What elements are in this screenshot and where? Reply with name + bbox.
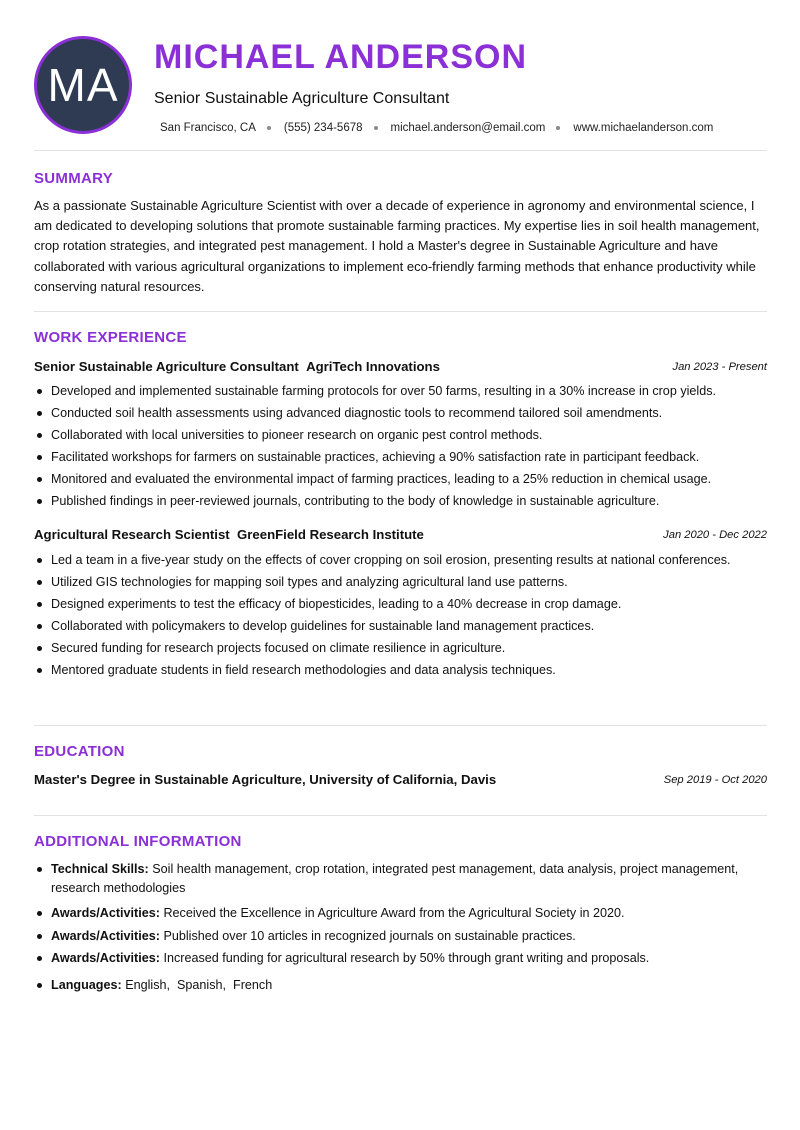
education-degree: Master's Degree in Sustainable Agriculture, University of California, Davis [34,772,497,787]
job-dates: Jan 2023 - Present [672,361,767,373]
job-header [34,526,767,544]
job-company: AgriTech Innovations [306,359,440,374]
job-company: GreenField Research Institute [237,527,424,542]
list-item: Published findings in peer-reviewed journals, contributing to the body of knowledge in sustainable agriculture. [34,492,767,511]
item-text: English, Spanish, French [125,977,273,992]
item-label: Technical Skills: [51,862,149,876]
list-item [34,949,767,968]
summary-title: SUMMARY [34,170,114,187]
item-text: Received the Excellence in Agriculture Award from the Agricultural Society in 2020. [163,906,625,920]
list-item: Secured funding for research projects focused on climate resilience in agriculture. [34,639,767,658]
avatar-initials: MA [47,59,119,111]
education-divider [34,815,767,816]
candidate-name: MICHAEL ANDERSON [154,38,528,76]
item-label: Languages: [51,977,122,992]
job-dates: Jan 2020 - Dec 2022 [663,529,767,541]
list-item: Developed and implemented sustainable farming protocols for over 50 farms, resulting in a 30% increase in crop yields. [34,382,767,401]
experience-divider [34,725,767,726]
education-title: EDUCATION [34,743,125,760]
header-divider [34,150,767,151]
job-role: Senior Sustainable Agriculture Consultant [34,359,299,374]
job-bullets [34,551,767,680]
summary-text: As a passionate Sustainable Agriculture Scientist with over a decade of experience in agronomy and environmental science, I am dedicated to developing solutions that promote sustainable farming practices. My expertise lies in soil health management, crop rotation strategies, and integrated pest management. I hold a Master's degree in Sustainable Agriculture and have collaborated with various agricultural organizations to implement eco-friendly farming methods that enhance productivity while conserving natural resources. [34,198,760,294]
contact-separator [374,126,378,130]
contact-email[interactable]: michael.anderson@email.com [390,122,546,134]
list-item: Conducted soil health assessments using advanced diagnostic tools to recommend tailored soil amendments. [34,404,767,423]
list-item: Utilized GIS technologies for mapping soil types and analyzing agricultural land use patterns. [34,573,767,592]
education-dates: Sep 2019 - Oct 2020 [663,774,767,786]
item-label: Awards/Activities: [51,906,160,920]
list-item [34,976,767,995]
list-item [34,904,767,923]
education-entry [34,771,767,789]
list-item: Designed experiments to test the efficacy of biopesticides, leading to a 40% decrease in crop damage. [34,595,767,614]
item-text: Published over 10 articles in recognized journals on sustainable practices. [163,928,576,943]
list-item [34,927,767,946]
list-item: Monitored and evaluated the environmental impact of farming practices, leading to a 25% reduction in chemical usage. [34,470,767,489]
summary-divider [34,311,767,312]
list-item [34,860,767,897]
additional-title: ADDITIONAL INFORMATION [34,833,242,850]
list-item: Facilitated workshops for farmers on sustainable practices, achieving a 90% satisfaction rate in participant feedback. [34,448,767,467]
experience-title: WORK EXPERIENCE [34,329,187,346]
additional-list [34,860,767,994]
contact-separator [556,126,560,130]
item-text: Increased funding for agricultural research by 50% through grant writing and proposals. [163,951,650,965]
job-title-line [34,526,424,544]
contact-separator [267,126,271,130]
item-label: Awards/Activities: [51,928,160,943]
contact-bar [160,120,713,136]
job-header [34,358,767,376]
job-role: Agricultural Research Scientist [34,527,230,542]
list-item: Collaborated with policymakers to develop guidelines for sustainable land management practices. [34,617,767,636]
avatar [34,36,132,134]
item-text: Soil health management, crop rotation, integrated pest management, data analysis, project management, research methodologies [51,862,739,895]
contact-location: San Francisco, CA [160,122,256,134]
list-item: Collaborated with local universities to pioneer research on organic pest control methods. [34,426,767,445]
item-label: Awards/Activities: [51,951,160,965]
list-item: Mentored graduate students in field research methodologies and data analysis techniques. [34,661,767,680]
list-item: Led a team in a five-year study on the effects of cover cropping on soil erosion, presenting results at national conferences. [34,551,767,570]
candidate-headline: Senior Sustainable Agriculture Consultant [154,90,450,107]
job-bullets [34,382,767,511]
job-title-line [34,358,440,376]
contact-phone[interactable]: (555) 234-5678 [283,122,363,134]
contact-website[interactable]: www.michaelanderson.com [573,122,714,134]
